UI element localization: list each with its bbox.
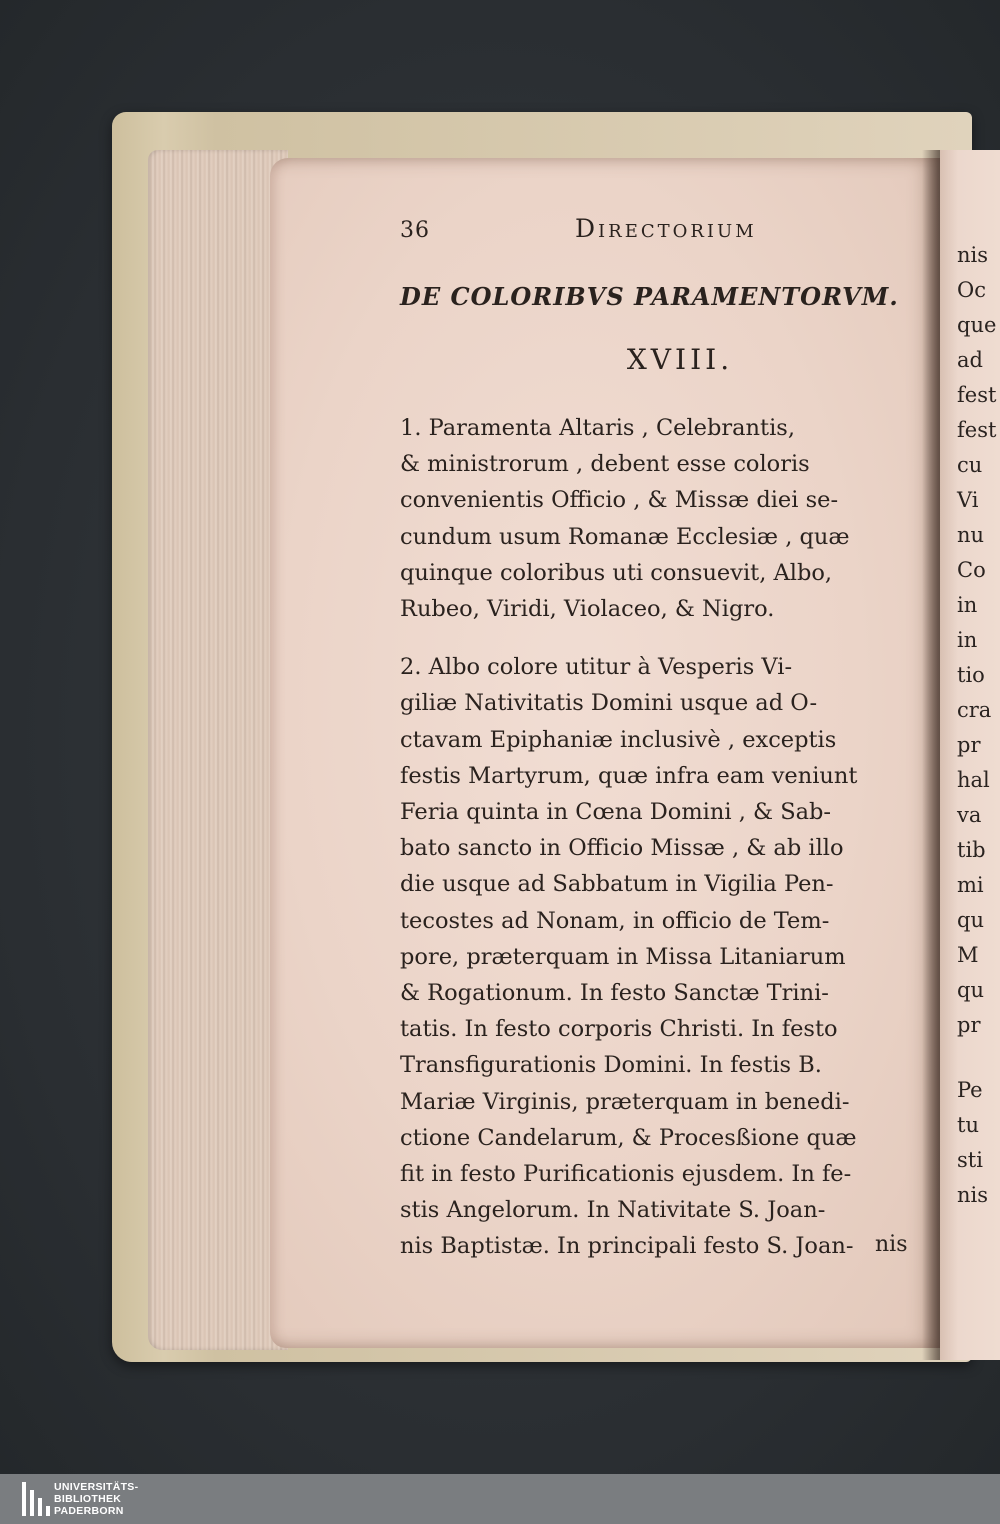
facing-page-line: Pe (957, 1078, 983, 1102)
facing-page-line: M (957, 943, 979, 967)
text-line: 1. Paramenta Altaris , Celebrantis, (400, 415, 795, 441)
text-line: bato sancto in Officio Missæ , & ab illo (400, 835, 844, 862)
facing-page-text (957, 238, 1000, 1213)
running-head-title: Directorium (575, 214, 757, 243)
text-line: pore, præterquam in Missa Litaniarum (400, 943, 846, 970)
text-line: quinque coloribus uti consuevit, Albo, (400, 559, 833, 586)
facing-page-line: cra (957, 698, 992, 722)
text-line: cundum usum Romanæ Ecclesiæ , quæ (400, 523, 850, 550)
facing-page-line: va (957, 803, 982, 827)
library-logo-icon (22, 1482, 52, 1516)
facing-page-line: in (957, 628, 978, 652)
text-line: stis Angelorum. In Nativitate S. Joan- (400, 1197, 826, 1224)
facing-page-line: fest (957, 383, 997, 407)
text-line: tatis. In festo corporis Christi. In festo (400, 1016, 838, 1043)
facing-page-line: qu (957, 908, 984, 932)
facing-page-line: nis (957, 1183, 989, 1207)
facing-page-line: hal (957, 768, 990, 792)
facing-page-line: tu (957, 1113, 979, 1137)
footer-bar (0, 1474, 1000, 1524)
text-line: die usque ad Sabbatum in Vigilia Pen- (400, 871, 834, 898)
logo-line: PADERBORN (54, 1505, 124, 1517)
facing-page-line: pr (957, 1013, 981, 1037)
facing-page-line (957, 1043, 1000, 1073)
page-text (400, 214, 930, 1265)
page-number: 36 (400, 218, 430, 243)
facing-page-line: tio (957, 663, 985, 687)
text-line: giliæ Nativitatis Domini usque ad O- (400, 690, 818, 717)
text-line: Feria quinta in Cœna Domini , & Sab- (400, 799, 832, 826)
facing-page-line: cu (957, 453, 983, 477)
running-head (400, 214, 930, 250)
text-line: nis Baptistæ. In principali festo S. Joan- (400, 1233, 854, 1260)
paragraph-2 (400, 649, 930, 1264)
facing-page-line: Co (957, 558, 986, 582)
facing-page-line: qu (957, 978, 984, 1002)
text-line: festis Martyrum, quæ infra eam veniunt (400, 762, 858, 789)
text-line: Transfigurationis Domini. In festis B. (400, 1052, 822, 1079)
facing-page-line: ad (957, 348, 983, 372)
text-line: tecostes ad Nonam, in officio de Tem- (400, 907, 830, 934)
facing-page-line: nu (957, 523, 985, 547)
text-line: & ministrorum , debent esse coloris (400, 451, 810, 478)
logo-line: UNIVERSITÄTS- (54, 1481, 139, 1493)
section-number: XVIII. (626, 343, 734, 376)
facing-page-line: fest (957, 418, 997, 442)
text-line: 2. Albo colore utitur à Vesperis Vi- (400, 654, 793, 681)
logo-line: BIBLIOTHEK (54, 1493, 122, 1505)
facing-page-line: mi (957, 873, 984, 897)
facing-page-line: nis (957, 243, 989, 267)
facing-page-line: sti (957, 1148, 983, 1172)
facing-page-line: que (957, 313, 997, 337)
text-line: Mariæ Virginis, præterquam in benedi- (400, 1088, 850, 1115)
facing-page-line: tib (957, 838, 986, 862)
text-line: convenientis Officio , & Missæ diei se- (400, 487, 839, 514)
page-edges (148, 150, 288, 1350)
catchword: nis (875, 1232, 908, 1257)
library-logo-text (54, 1481, 138, 1517)
facing-page-line: in (957, 593, 978, 617)
text-line: ctavam Epiphaniæ inclusivè , exceptis (400, 726, 837, 753)
facing-page-line: pr (957, 733, 981, 757)
text-line: ctione Candelarum, & Procesßione quæ (400, 1124, 857, 1151)
paragraph-1 (400, 410, 930, 627)
text-line: & Rogationum. In festo Sanctæ Trini- (400, 980, 829, 1007)
facing-page-line: Vi (957, 488, 979, 512)
text-line: Rubeo, Viridi, Violaceo, & Nigro. (400, 596, 775, 623)
facing-page-line: Oc (957, 278, 986, 302)
text-line: fit in festo Purificationis ejusdem. In fe- (400, 1161, 852, 1188)
section-title: DE COLORIBVS PARAMENTORVM. (400, 282, 899, 311)
